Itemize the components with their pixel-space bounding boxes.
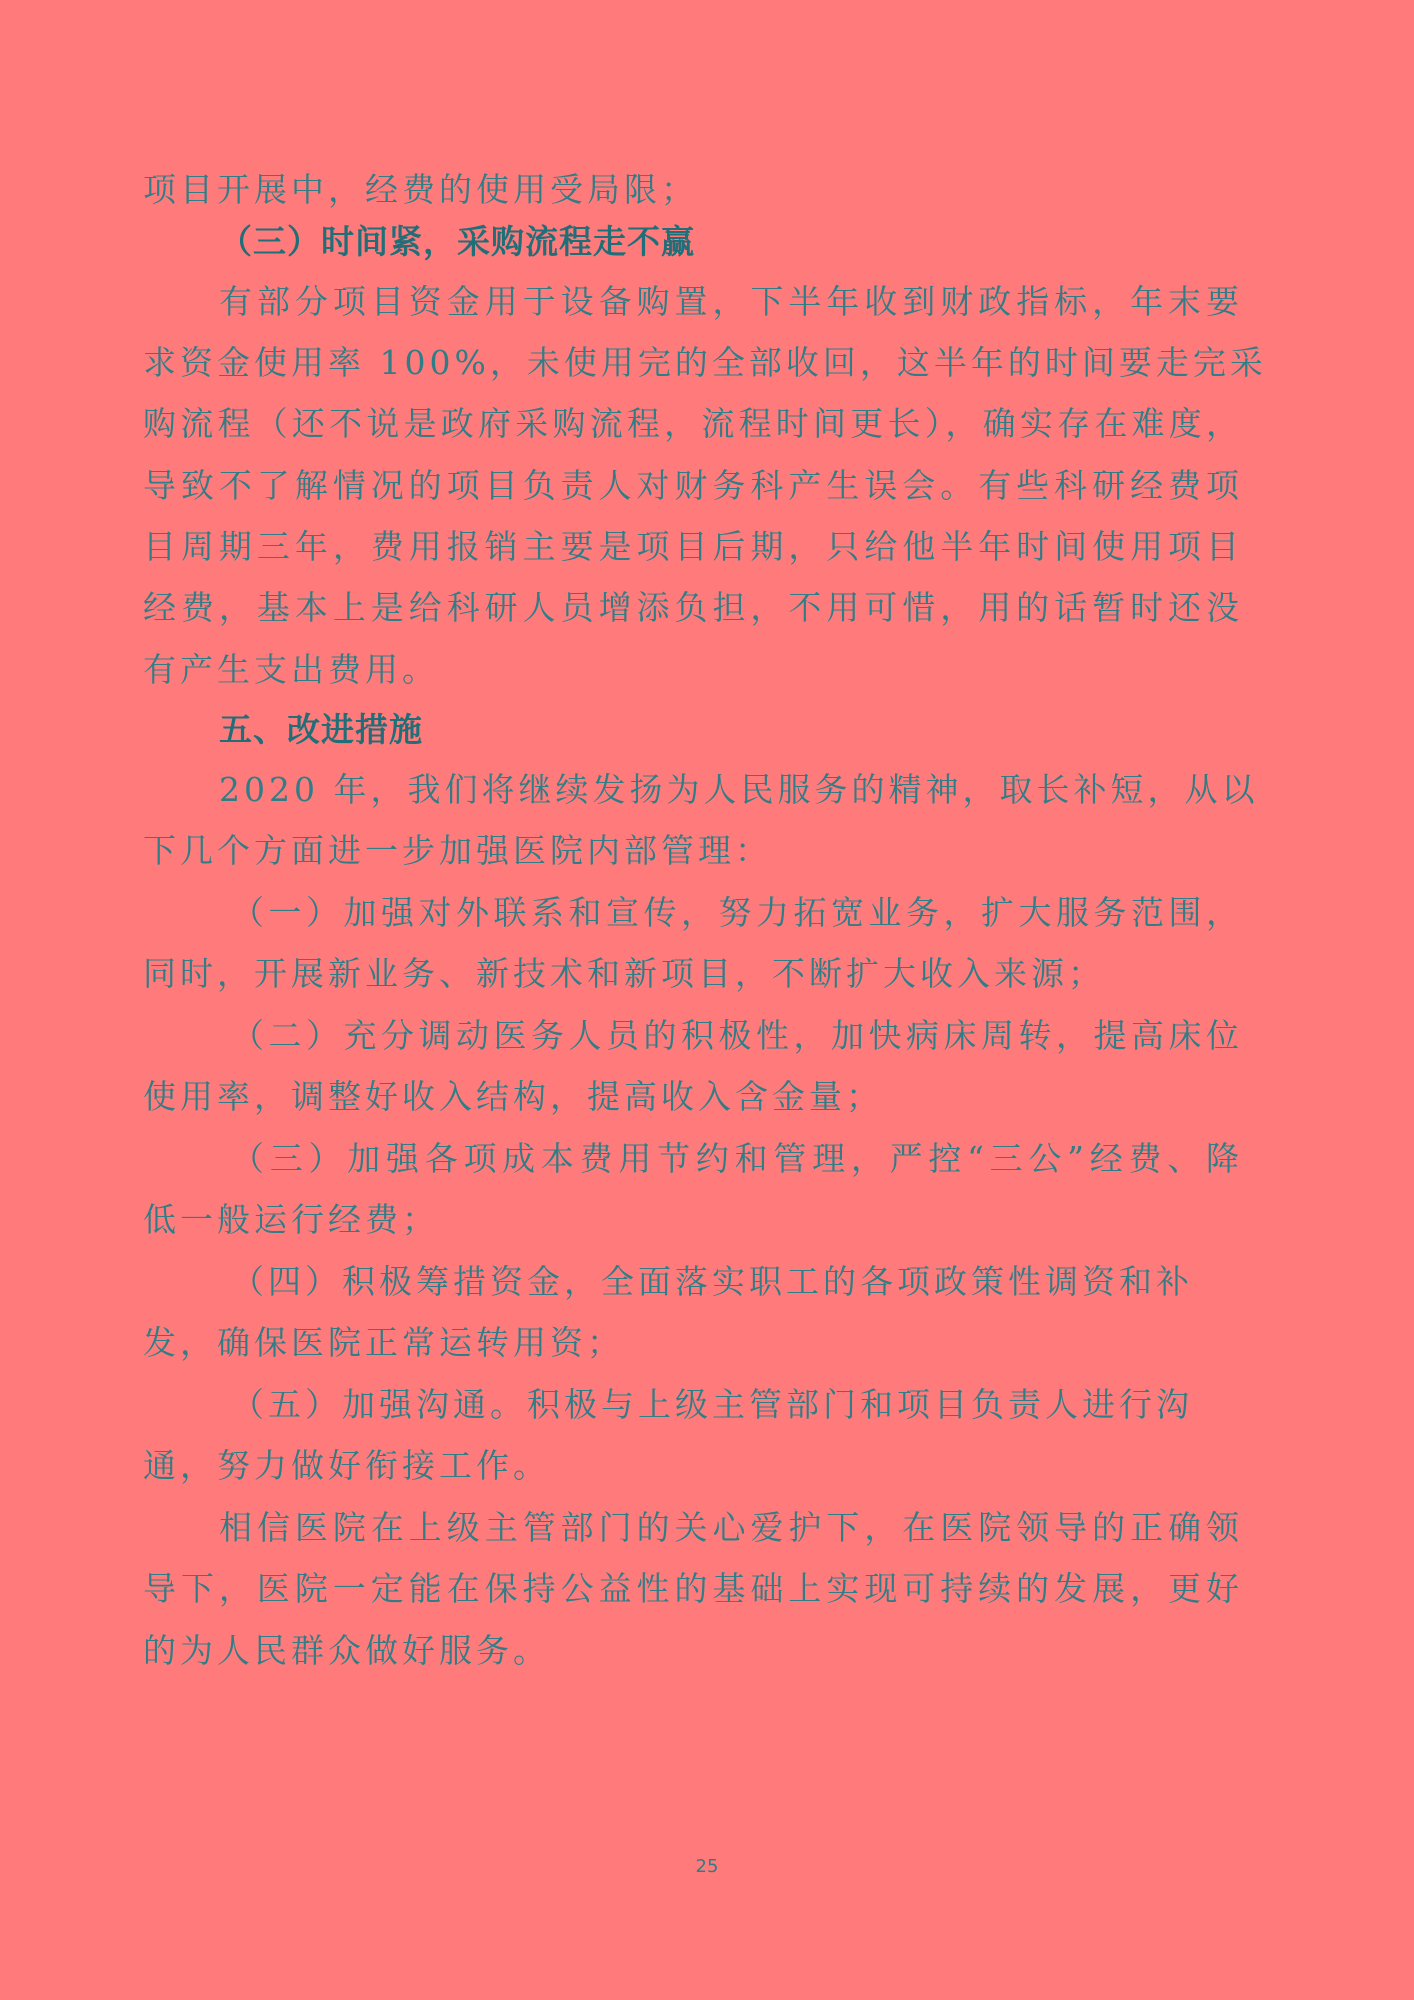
body-line: 购流程（还不说是政府采购流程，流程时间更长），确实存在难度， xyxy=(143,404,1243,443)
body-line: 2020 年，我们将继续发扬为人民服务的精神，取长补短，从以 xyxy=(219,770,1259,809)
body-line: 相信医院在上级主管部门的关心爱护下，在医院领导的正确领 xyxy=(219,1508,1243,1547)
section-heading: （三）时间紧，采购流程走不赢 xyxy=(219,222,695,261)
body-line: 求资金使用率 100%，未使用完的全部收回，这半年的时间要走完采 xyxy=(143,343,1267,382)
body-line: 下几个方面进一步加强医院内部管理： xyxy=(143,831,772,870)
body-line: 导下，医院一定能在保持公益性的基础上实现可持续的发展，更好 xyxy=(143,1569,1243,1608)
body-line: （二）充分调动医务人员的积极性，加快病床周转，提高床位 xyxy=(231,1016,1243,1055)
body-line: 通，努力做好衔接工作。 xyxy=(143,1446,550,1485)
body-line: 经费，基本上是给科研人员增添负担，不用可惜，用的话暂时还没 xyxy=(143,588,1243,627)
body-line: 目周期三年，费用报销主要是项目后期，只给他半年时间使用项目 xyxy=(143,527,1243,566)
body-line: 有产生支出费用。 xyxy=(143,650,439,689)
page-number: 25 xyxy=(695,1856,719,1877)
section-heading: 五、改进措施 xyxy=(219,710,423,749)
body-line: 项目开展中，经费的使用受局限； xyxy=(143,170,698,209)
body-line: （五）加强沟通。积极与上级主管部门和项目负责人进行沟 xyxy=(231,1385,1193,1424)
body-line: （四）积极筹措资金，全面落实职工的各项政策性调资和补 xyxy=(231,1262,1193,1301)
body-line: 低一般运行经费； xyxy=(143,1200,439,1239)
body-line: 有部分项目资金用于设备购置，下半年收到财政指标，年末要 xyxy=(219,282,1243,321)
body-line: （三）加强各项成本费用节约和管理，严控“三公”经费、降 xyxy=(231,1139,1243,1178)
body-line: 发，确保医院正常运转用资； xyxy=(143,1323,624,1362)
body-line: 的为人民群众做好服务。 xyxy=(143,1631,550,1670)
body-line: 使用率，调整好收入结构，提高收入含金量； xyxy=(143,1077,883,1116)
body-line: 同时，开展新业务、新技术和新项目，不断扩大收入来源； xyxy=(143,954,1105,993)
body-line: （一）加强对外联系和宣传，努力拓宽业务，扩大服务范围， xyxy=(231,893,1243,932)
body-line: 导致不了解情况的项目负责人对财务科产生误会。有些科研经费项 xyxy=(143,466,1243,505)
